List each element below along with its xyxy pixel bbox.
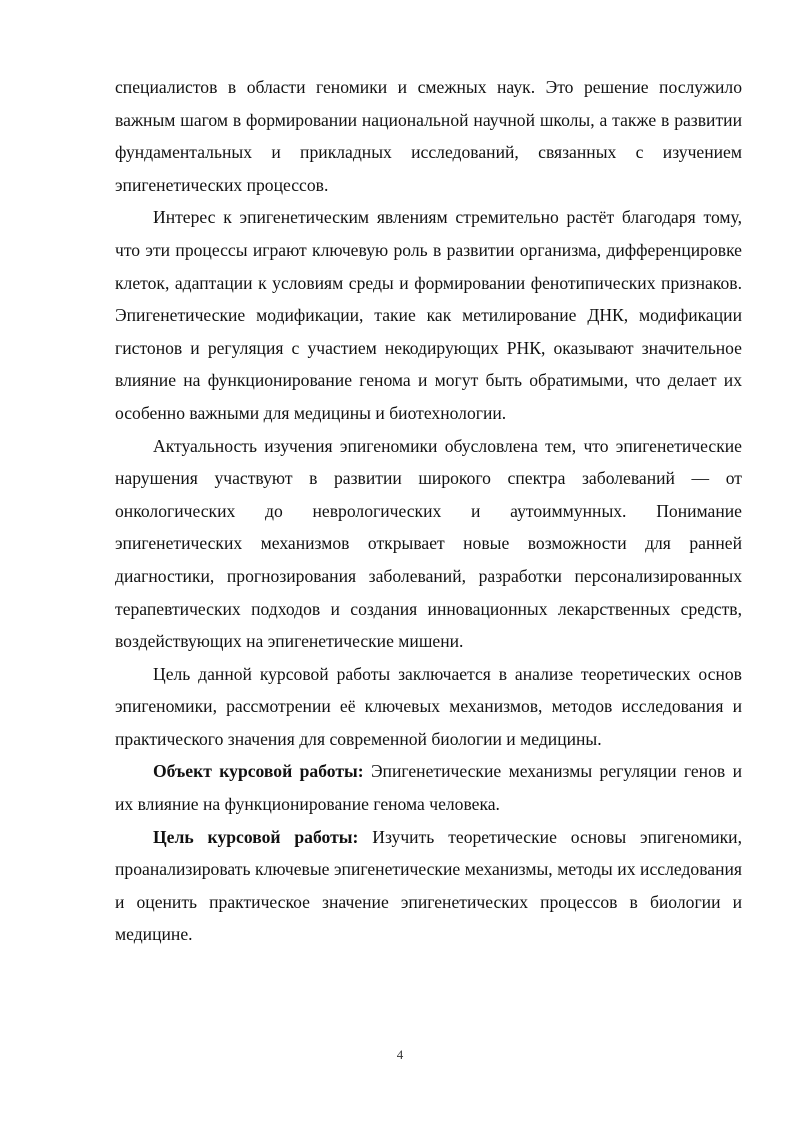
goal-text: Изучить теоретические основы эпигеномики, проанализировать ключевые эпигенетические механизмы, методы их исследования и оценить практическое значение эпигенетических процессов в биологии и медицине. bbox=[115, 826, 742, 945]
paragraph-goal bbox=[115, 821, 742, 951]
goal-label: Цель курсовой работы: bbox=[153, 826, 359, 847]
document-body bbox=[115, 71, 742, 951]
paragraph-continuation: специалистов в области геномики и смежных наук. Это решение послужило важным шагом в формировании национальной научной школы, а также в развитии фундаментальных и прикладных исследований, связанных с изучением эпигенетических процессов. bbox=[115, 77, 742, 195]
page-number: 4 bbox=[396, 1047, 404, 1062]
paragraph-purpose: Цель данной курсовой работы заключается в анализе теоретических основ эпигеномики, рассмотрении её ключевых механизмов, методов исследования и практического значения для современной биологии и медицины. bbox=[115, 663, 742, 749]
object-text: Эпигенетические механизмы регуляции генов и их влияние на функционирование генома человека. bbox=[115, 761, 742, 815]
paragraph-interest: Интерес к эпигенетическим явлениям стремительно растёт благодаря тому, что эти процессы играют ключевую роль в развитии организма, дифференцировке клеток, адаптации к условиям среды и формировании фенотипических признаков. Эпигенетические модификации, такие как метилирование ДНК, модификации гистонов и регуляция с участием некодирующих РНК, оказывают значительное влияние на функционирование генома и могут быть обратимыми, что делает их особенно важными для медицины и биотехнологии. bbox=[115, 207, 742, 423]
paragraph-relevance: Актуальность изучения эпигеномики обусловлена тем, что эпигенетические нарушения участвуют в развитии широкого спектра заболеваний — от онкологических до неврологических и аутоиммунных. Понимание эпигенетических механизмов открывает новые возможности для ранней диагностики, прогнозирования заболеваний, разработки персонализированных терапевтических подходов и создания инновационных лекарственных средств, воздействующих на эпигенетические мишени. bbox=[115, 435, 742, 652]
object-label: Объект курсовой работы: bbox=[153, 761, 364, 782]
paragraph-object bbox=[115, 755, 742, 820]
